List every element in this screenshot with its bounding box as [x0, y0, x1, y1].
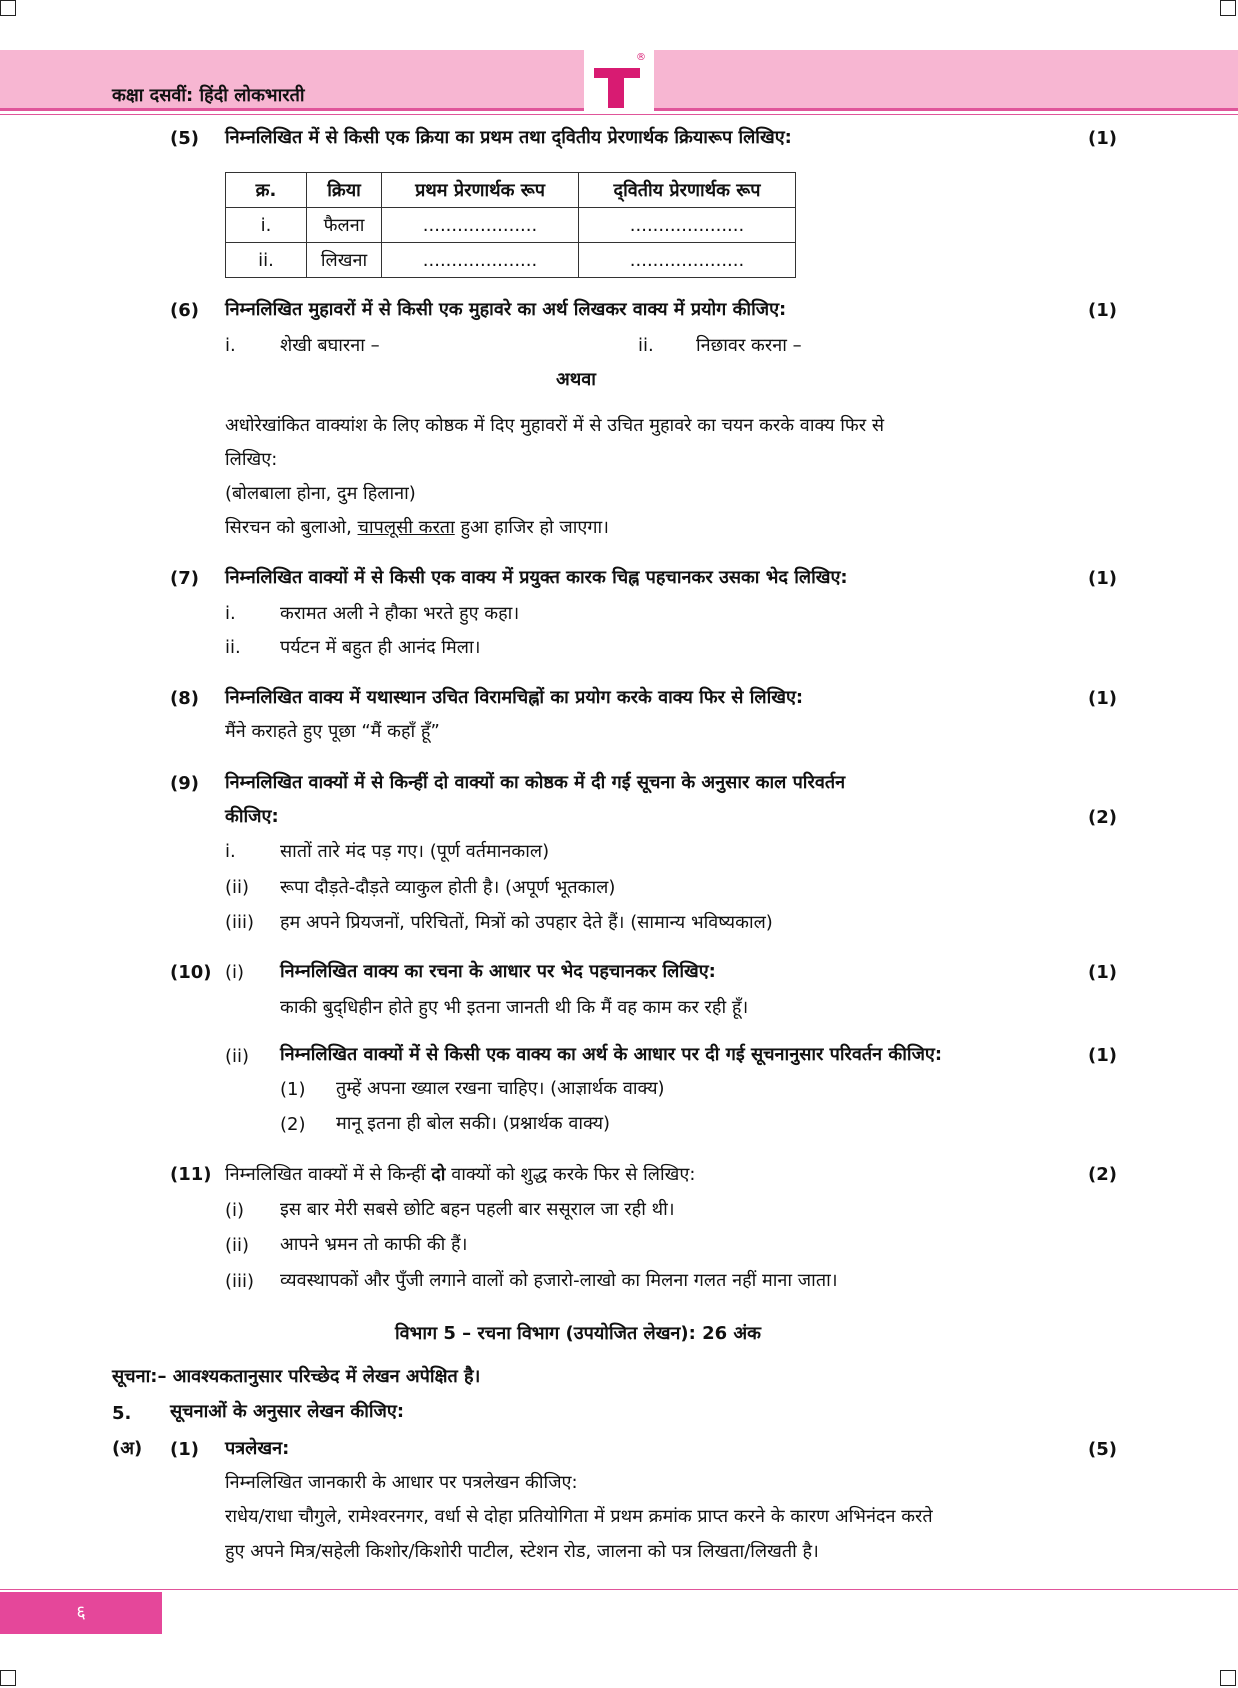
or-separator: अथवा [556, 369, 596, 390]
list-item: व्यवस्थापकों और पुँजी लगाने वालों को हजारो-लाखो का मिलना गलत नहीं माना जाता। [280, 1270, 838, 1291]
letter-instruction: निम्नलिखित जानकारी के आधार पर पत्रलेखन कीजिए: [225, 1472, 578, 1493]
list-item: मानू इतना ही बोल सकी। (प्रश्नार्थक वाक्य) [336, 1113, 611, 1134]
question-marks: (1) [1088, 962, 1117, 983]
question-text: निम्नलिखित वाक्यों में से किसी एक वाक्य का अर्थ के आधार पर दी गई सूचनानुसार परिवर्तन कीजिए: [280, 1044, 943, 1065]
underlined-phrase: चापलूसी करता [357, 517, 455, 538]
section-notice: सूचना:– आवश्यकतानुसार परिच्छेद में लेखन अपेक्षित है। [112, 1366, 481, 1387]
question-marks: (1) [1088, 300, 1117, 321]
crop-mark-bottom-right [1220, 1670, 1236, 1686]
question-number: (10) [170, 962, 212, 983]
item-number: i. [225, 335, 236, 356]
table-header-row [226, 173, 796, 208]
item-number: i. [225, 603, 236, 624]
alt-instruction-cont: लिखिए: [225, 449, 278, 470]
question-text: निम्नलिखित वाक्य का रचना के आधार पर भेद पहचानकर लिखिए: [280, 961, 716, 982]
crop-mark-top-left [0, 0, 16, 16]
crop-mark-bottom-left [0, 1670, 16, 1686]
item-number: i. [225, 841, 236, 862]
question-text: निम्नलिखित वाक्यों में से किन्हीं दो वाक्यों का कोष्ठक में दी गई सूचना के अनुसार काल परिवर्तन [225, 772, 846, 793]
list-item: तुम्हें अपना ख्याल रखना चाहिए। (आज्ञार्थक वाक्य) [336, 1078, 665, 1099]
table-row [226, 243, 796, 278]
question-marks: (2) [1088, 1164, 1117, 1185]
question-marks: (1) [1088, 568, 1117, 589]
question-number: (9) [170, 773, 199, 794]
logo-bar [594, 68, 640, 78]
verb-table [225, 172, 796, 278]
header-rule-thin [0, 114, 1238, 115]
alt-sentence-start: सिरचन को बुलाओ, [225, 517, 358, 538]
question-marks: (2) [1088, 807, 1117, 828]
item-number: ii. [638, 335, 654, 356]
letter-body-cont: हुए अपने मित्र/सहेली किशोर/किशोरी पाटील, स्टेशन रोड, जालना को पत्र लिखता/लिखती है। [225, 1541, 819, 1562]
sub-question-number: (i) [225, 962, 245, 983]
question-marks: (5) [1088, 1439, 1117, 1460]
table-row [226, 208, 796, 243]
list-item: करामत अली ने हौका भरते हुए कहा। [280, 603, 520, 624]
idiom-item: निछावर करना – [696, 335, 802, 356]
item-number: (i) [225, 1200, 245, 1221]
section-heading: विभाग 5 – रचना विभाग (उपयोजित लेखन): 26 अंक [395, 1323, 762, 1344]
question-text-start: निम्नलिखित वाक्यों में से किन्हीं [225, 1164, 432, 1185]
alt-sentence [225, 516, 609, 540]
page-number: ६ [76, 1602, 86, 1623]
list-item: सातों तारे मंद पड़ गए। (पूर्ण वर्तमानकाल) [280, 841, 550, 862]
question-number: (8) [170, 688, 199, 709]
item-number: (iii) [225, 1271, 255, 1292]
question-marks: (1) [1088, 128, 1117, 149]
table-cell: .................... [382, 208, 579, 243]
list-item: इस बार मेरी सबसे छोटि बहन पहली बार ससूराल जा रही थी। [280, 1199, 675, 1220]
question-text-cont: कीजिए: [225, 806, 279, 827]
footer-rule [0, 1589, 1238, 1590]
crop-mark-top-right [1220, 0, 1236, 16]
question-number: (6) [170, 300, 199, 321]
item-number: (2) [280, 1114, 306, 1135]
punctuation-sentence: मैंने कराहते हुए पूछा “मैं कहाँ हूँ” [225, 721, 440, 742]
table-cell: .................... [579, 243, 796, 278]
table-cell: i. [226, 208, 307, 243]
question-number: (7) [170, 568, 199, 589]
question-text: निम्नलिखित वाक्यों में से किसी एक वाक्य में प्रयुक्त कारक चिह्न पहचानकर उसका भेद लिखिए: [225, 567, 848, 588]
item-number: (iii) [225, 912, 255, 933]
question-marks: (1) [1088, 1045, 1117, 1066]
table-header-cell: क्रिया [307, 173, 382, 208]
list-item: हम अपने प्रियजनों, परिचितों, मित्रों को उपहार देते हैं। (सामान्य भविष्यकाल) [280, 912, 773, 933]
page-header-title: कक्षा दसवीं: हिंदी लोकभारती [112, 85, 305, 106]
emphasis-word: दो [431, 1164, 446, 1185]
item-number: (ii) [225, 877, 250, 898]
question-marks: (1) [1088, 688, 1117, 709]
table-cell: फैलना [307, 208, 382, 243]
table-header-cell: क्र. [226, 173, 307, 208]
list-item: पर्यटन में बहुत ही आनंद मिला। [280, 637, 481, 658]
alt-instruction: अधोरेखांकित वाक्यांश के लिए कोष्ठक में दिए मुहावरों में से उचित मुहावरे का चयन करके वाक्य फिर से [225, 415, 885, 436]
question-text [225, 1163, 695, 1187]
item-number: (ii) [225, 1235, 250, 1256]
table-header-cell: द्‌वितीय प्रेरणार्थक रूप [579, 173, 796, 208]
question-text: निम्नलिखित में से किसी एक क्रिया का प्रथम तथा द्‌वितीय प्रेरणार्थक क्रियारूप लिखिए: [225, 127, 792, 148]
question-text: सूचनाओं के अनुसार लेखन कीजिए: [170, 1401, 405, 1422]
publisher-logo [584, 48, 654, 112]
part-label: (अ) [112, 1438, 143, 1459]
alt-options: (बोलबाला होना, दुम हिलाना) [225, 483, 416, 504]
letter-body: राधेय/राधा चौगुले, रामेश्वरनगर, वर्धा से दोहा प्रतियोगिता में प्रथम क्रमांक प्राप्त करने के कारण अभिनंदन करते [225, 1506, 933, 1527]
question-number: (11) [170, 1164, 212, 1185]
idiom-item: शेखी बघारना – [280, 335, 380, 356]
registered-mark: ® [636, 52, 646, 63]
list-item: आपने भ्रमन तो काफी की हैं। [280, 1234, 468, 1255]
question-text: निम्नलिखित वाक्य में यथास्थान उचित विरामचिह्नों का प्रयोग करके वाक्य फिर से लिखिए: [225, 687, 804, 708]
table-cell: ii. [226, 243, 307, 278]
table-cell: लिखना [307, 243, 382, 278]
question-number: (5) [170, 128, 199, 149]
question-text: निम्नलिखित मुहावरों में से किसी एक मुहावरे का अर्थ लिखकर वाक्य में प्रयोग कीजिए: [225, 299, 787, 320]
item-number: ii. [225, 637, 241, 658]
sub-question-number: (ii) [225, 1046, 250, 1067]
sub-question-title: पत्रलेखन: [225, 1438, 290, 1459]
table-header-cell: प्रथम प्रेरणार्थक रूप [382, 173, 579, 208]
item-number: (1) [280, 1079, 306, 1100]
table-cell: .................... [382, 243, 579, 278]
sentence: काकी बुद्‌धिहीन होते हुए भी इतना जानती थी कि मैं वह काम कर रही हूँ। [280, 997, 749, 1018]
question-number: 5. [112, 1403, 132, 1424]
list-item: रूपा दौड़ते-दौड़ते व्याकुल होती है। (अपूर्ण भूतकाल) [280, 877, 616, 898]
question-text-end: वाक्यों को शुद्ध करके फिर से लिखिए: [445, 1164, 696, 1185]
alt-sentence-end: हुआ हाजिर हो जाएगा। [454, 517, 609, 538]
sub-question-number: (1) [170, 1439, 199, 1460]
logo-stem [608, 78, 624, 108]
table-cell: .................... [579, 208, 796, 243]
